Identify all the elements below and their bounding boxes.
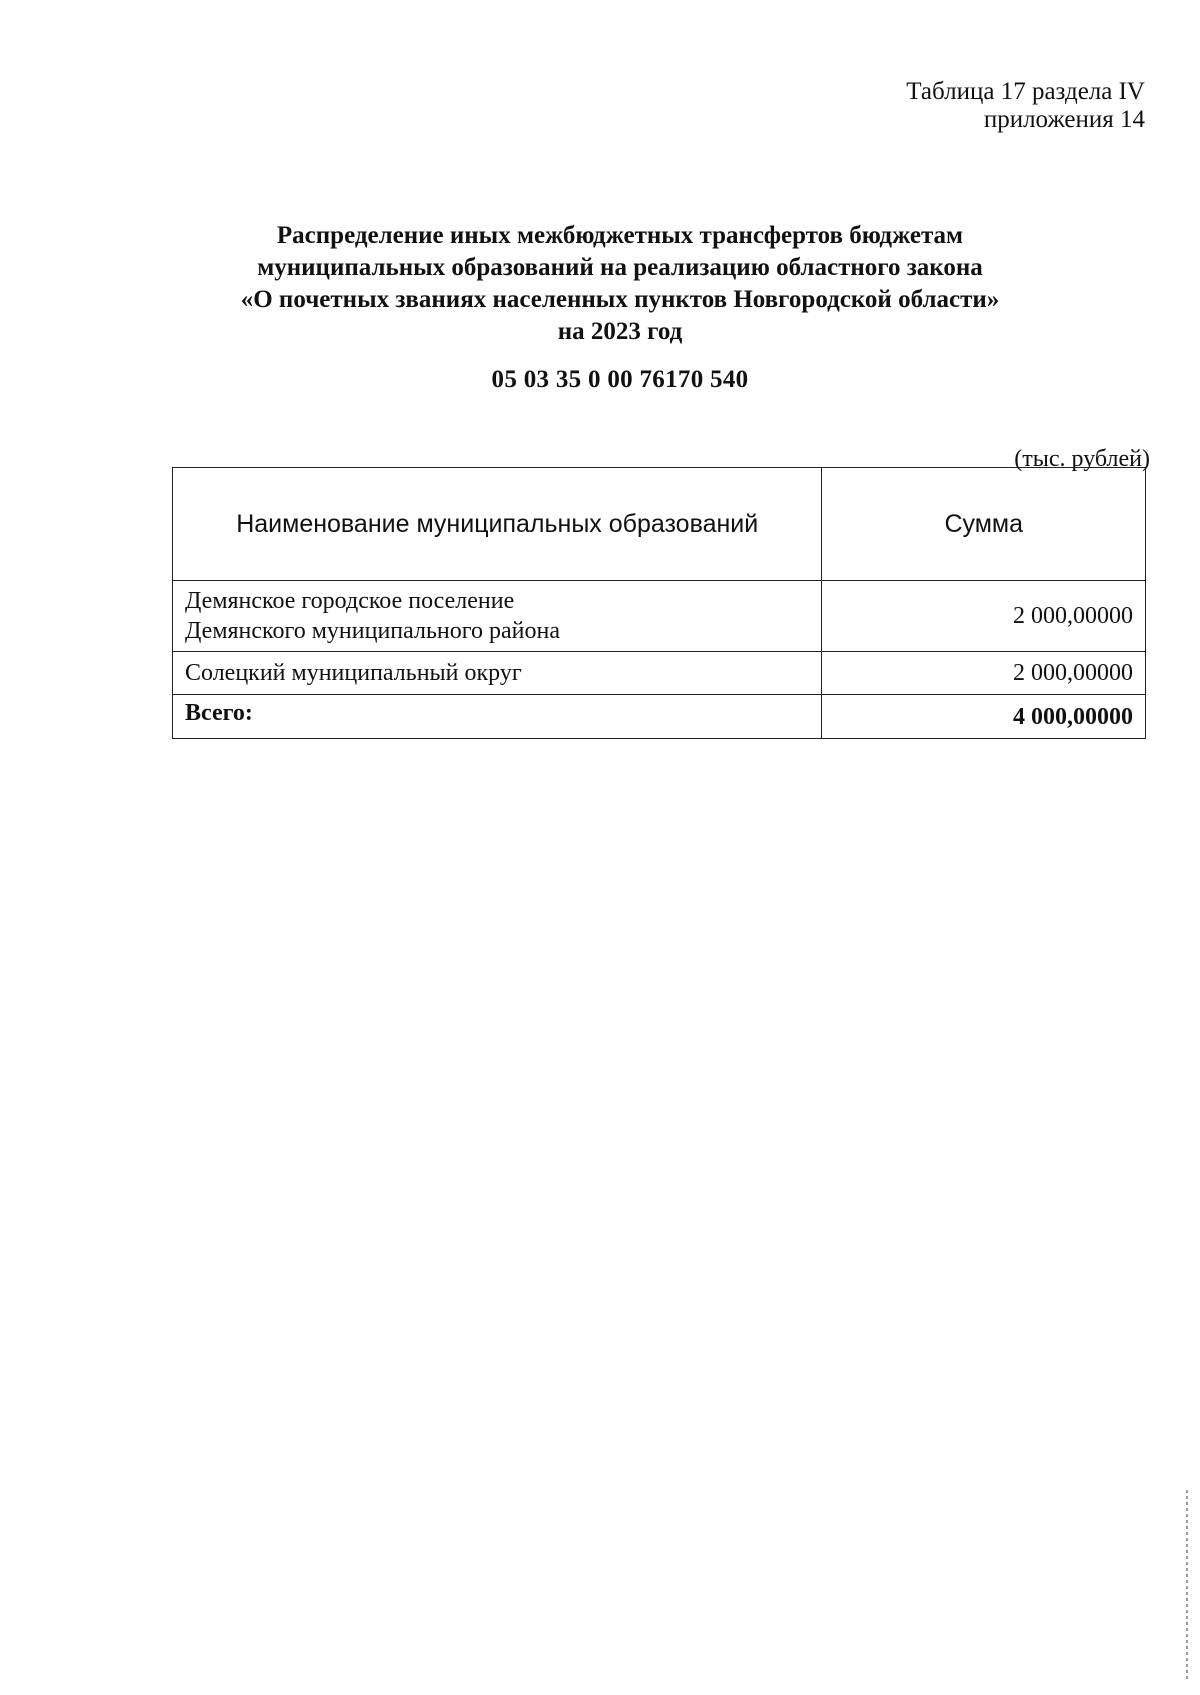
table-header-row bbox=[173, 468, 1146, 581]
title-line-4: на 2023 год bbox=[557, 318, 683, 345]
municipality-name-cell bbox=[173, 581, 822, 652]
amount-cell: 2 000,00000 bbox=[822, 581, 1146, 652]
amount-cell: 2 000,00000 bbox=[822, 652, 1146, 695]
header-sum: Сумма bbox=[822, 468, 1146, 581]
total-label: Всего: bbox=[173, 695, 822, 739]
scan-edge-mark bbox=[1186, 1490, 1188, 1680]
municipality-name-cell bbox=[173, 652, 822, 695]
table-row bbox=[173, 652, 1146, 695]
municipality-name-line-2: Демянского муниципального района bbox=[185, 618, 560, 644]
table-row bbox=[173, 581, 1146, 652]
title-line-3: «О почетных званиях населенных пунктов Новгородской области» bbox=[240, 286, 1000, 313]
allocation-table bbox=[172, 467, 1146, 739]
municipality-name-line-1: Солецкий муниципальный округ bbox=[185, 660, 522, 686]
reference-line-2: приложения 14 bbox=[983, 106, 1145, 133]
header-name: Наименование муниципальных образований bbox=[173, 468, 822, 581]
municipality-name-line-1: Демянское городское поселение bbox=[185, 588, 515, 614]
total-row bbox=[173, 695, 1146, 739]
reference-line-1: Таблица 17 раздела IV bbox=[906, 78, 1145, 105]
document-title bbox=[180, 220, 1060, 348]
title-line-1: Распределение иных межбюджетных трансфертов бюджетам bbox=[276, 222, 964, 249]
budget-code: 05 03 35 0 00 76170 540 bbox=[491, 366, 749, 393]
units-label: (тыс. рублей) bbox=[1014, 446, 1150, 472]
title-line-2: муниципальных образований на реализацию областного закона bbox=[257, 254, 983, 281]
table-reference bbox=[906, 78, 1145, 134]
total-amount: 4 000,00000 bbox=[822, 695, 1146, 739]
